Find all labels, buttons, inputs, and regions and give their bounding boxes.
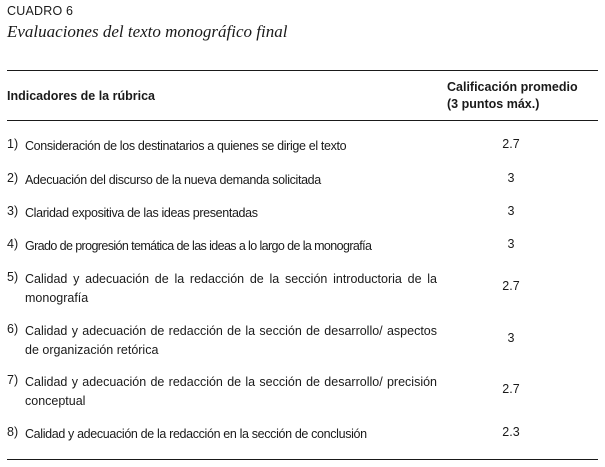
row-score: 2.3 <box>502 425 520 439</box>
row-score: 3 <box>507 171 515 185</box>
table-row <box>7 373 598 411</box>
row-score: 2.7 <box>502 137 520 151</box>
table-row <box>7 270 598 308</box>
row-number: 7) <box>7 373 19 387</box>
row-indicator: Calidad y adecuación de redacción de la sección de desarrollo/ aspectos de organización retórica <box>25 324 437 357</box>
row-number: 2) <box>7 171 19 185</box>
row-number: 1) <box>7 137 19 151</box>
table-row <box>7 204 598 223</box>
row-score: 3 <box>507 237 515 251</box>
column-header-indicators: Indicadores de la rúbrica <box>7 89 155 103</box>
row-number: 3) <box>7 204 19 218</box>
column-header-score: Calificación promedio (3 puntos máx.) <box>447 80 578 111</box>
row-number: 5) <box>7 270 19 284</box>
top-rule <box>7 70 598 71</box>
row-score: 3 <box>507 204 515 218</box>
row-indicator: Consideración de los destinatarios a quienes se dirige el texto <box>25 139 347 153</box>
bottom-rule <box>7 459 598 460</box>
table-row <box>7 137 598 156</box>
row-indicator: Grado de progresión temática de las ideas a lo largo de la monografía <box>25 239 372 253</box>
table-row <box>7 322 598 360</box>
row-number: 4) <box>7 237 19 251</box>
row-score: 2.7 <box>502 382 520 396</box>
row-indicator: Claridad expositiva de las ideas presentadas <box>25 206 258 220</box>
header-rule <box>7 120 598 121</box>
row-indicator: Adecuación del discurso de la nueva demanda solicitada <box>25 173 321 187</box>
row-indicator: Calidad y adecuación de la redacción en la sección de conclusión <box>25 427 367 441</box>
row-indicator: Calidad y adecuación de redacción de la sección de desarrollo/ precisión conceptual <box>25 375 437 408</box>
row-number: 6) <box>7 322 19 336</box>
row-indicator: Calidad y adecuación de la redacción de la sección introductoria de la monografía <box>25 272 437 305</box>
row-number: 8) <box>7 425 19 439</box>
table-label: CUADRO 6 <box>7 4 74 18</box>
table-row <box>7 171 598 190</box>
row-score: 3 <box>507 331 515 345</box>
row-score: 2.7 <box>502 279 520 293</box>
table-row <box>7 425 598 444</box>
table-row <box>7 237 598 256</box>
table-title: Evaluaciones del texto monográfico final <box>7 22 288 41</box>
